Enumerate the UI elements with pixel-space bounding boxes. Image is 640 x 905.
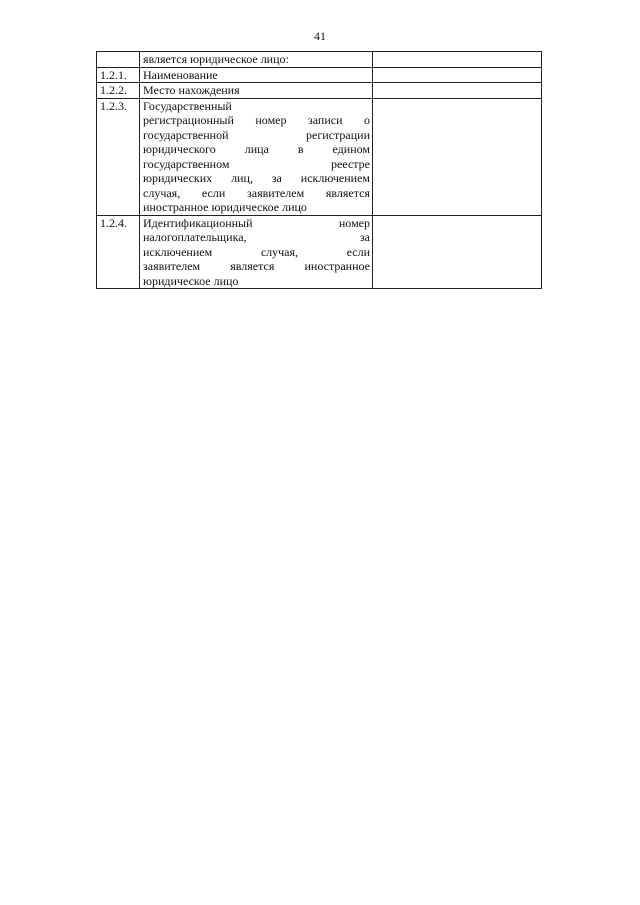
row-label-line: регистрационный номер записи о	[143, 113, 370, 127]
table-row	[97, 215, 542, 289]
row-value-cell	[373, 215, 542, 289]
row-value-cell	[373, 83, 542, 99]
row-number: 1.2.2.	[97, 83, 140, 99]
row-label	[140, 215, 373, 289]
row-label	[140, 67, 373, 83]
row-number: 1.2.3.	[97, 98, 140, 215]
row-label	[140, 83, 373, 99]
row-label-line: налогоплательщика, за	[143, 230, 370, 244]
table-row	[97, 98, 542, 215]
row-label-line: иностранное юридическое лицо	[143, 200, 307, 214]
row-label-line: юридических лиц, за исключением	[143, 171, 370, 185]
row-label-line: юридического лица в едином	[143, 142, 370, 156]
row-label-line: Наименование	[143, 67, 218, 82]
row-value-cell	[373, 98, 542, 215]
row-label-line: исключением случая, если	[143, 244, 370, 259]
row-label-line: случая, если заявителем является	[143, 185, 370, 200]
row-value-cell	[373, 52, 542, 68]
row-label	[140, 52, 373, 68]
row-label-line: является юридическое лицо:	[143, 52, 289, 66]
row-label-line: юридическое лицо	[143, 273, 239, 288]
form-table	[96, 51, 542, 289]
table-row	[97, 52, 542, 68]
row-label-line: заявителем является иностранное	[143, 259, 370, 273]
row-label	[140, 98, 373, 215]
row-label-line: Государственный	[143, 98, 232, 113]
row-number	[97, 52, 140, 68]
row-label-line: Место нахождения	[143, 83, 240, 97]
row-number: 1.2.1.	[97, 67, 140, 83]
row-label-line: государственной регистрации	[143, 127, 370, 142]
row-label-line: государственном реестре	[143, 156, 370, 171]
page-number: 41	[314, 29, 326, 43]
row-value-cell	[373, 67, 542, 83]
table-row	[97, 83, 542, 99]
row-label-line: Идентификационный номер	[143, 215, 370, 230]
table-row	[97, 67, 542, 83]
row-number: 1.2.4.	[97, 215, 140, 289]
